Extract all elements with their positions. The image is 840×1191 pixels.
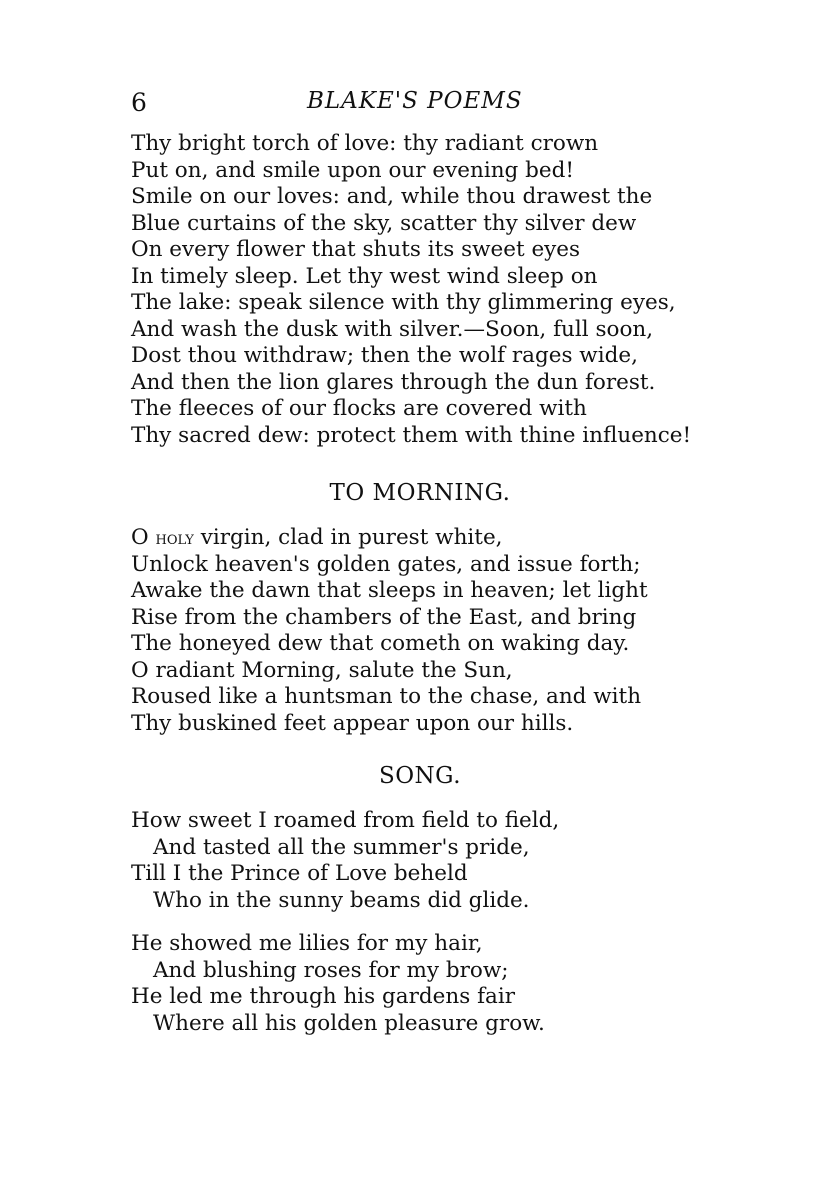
poem-line: Who in the sunny beams did glide. xyxy=(153,887,530,913)
song-stanza-2 xyxy=(131,931,545,1037)
poem-line: He led me through his gardens fair xyxy=(131,984,516,1009)
small-caps-word: holy xyxy=(155,527,194,549)
to-morning-title: TO MORNING. xyxy=(329,480,511,506)
evening-poem-continuation xyxy=(131,131,691,449)
poem-line: And tasted all the summer's pride, xyxy=(153,834,530,860)
page-header xyxy=(131,84,631,124)
poem-line: Thy buskined feet appear upon our hills. xyxy=(131,710,574,736)
poem-line xyxy=(131,525,648,552)
poem-line: And wash the dusk with silver.—Soon, full soon, xyxy=(131,316,654,342)
running-head: BLAKE'S POEMS xyxy=(307,88,523,114)
poem-line: Thy sacred dew: protect them with thine influence! xyxy=(131,422,692,448)
poem-line: Till I the Prince of Love beheld xyxy=(131,861,468,886)
poem-line: And then the lion glares through the dun forest. xyxy=(131,369,656,395)
poem-line: And blushing roses for my brow; xyxy=(153,957,509,983)
to-morning-poem xyxy=(131,525,648,737)
poem-line: Rise from the chambers of the East, and bring xyxy=(131,604,637,630)
first-word: O xyxy=(131,525,149,550)
page-number: 6 xyxy=(131,88,147,117)
poem-line: On every flower that shuts its sweet eyes xyxy=(131,237,581,262)
poem-line: In timely sleep. Let thy west wind sleep on xyxy=(131,263,598,289)
poem-line: Blue curtains of the sky, scatter thy silver dew xyxy=(131,210,637,236)
poem-line: Awake the dawn that sleeps in heaven; let light xyxy=(131,578,648,603)
poem-line: He showed me lilies for my hair, xyxy=(131,931,483,956)
poem-line: Thy bright torch of love: thy radiant crown xyxy=(131,131,599,156)
poem-line: Unlock heaven's golden gates, and issue forth; xyxy=(131,551,641,577)
poem-line: Roused like a huntsman to the chase, and with xyxy=(131,684,642,709)
song-stanza-1 xyxy=(131,808,559,914)
poem-line: Smile on our loves: and, while thou drawest the xyxy=(131,184,653,209)
poem-line: The lake: speak silence with thy glimmering eyes, xyxy=(131,290,676,315)
poem-line: How sweet I roamed from field to field, xyxy=(131,808,560,833)
song-title: SONG. xyxy=(378,763,462,789)
first-line-rest: virgin, clad in purest white, xyxy=(200,525,503,550)
poem-line: Where all his golden pleasure grow. xyxy=(153,1010,545,1036)
poem-line: The honeyed dew that cometh on waking day. xyxy=(131,631,630,656)
poem-line: Dost thou withdraw; then the wolf rages wide, xyxy=(131,343,638,368)
poem-line: The fleeces of our flocks are covered with xyxy=(131,396,587,421)
poem-line: Put on, and smile upon our evening bed! xyxy=(131,157,575,183)
poem-line: O radiant Morning, salute the Sun, xyxy=(131,657,513,683)
